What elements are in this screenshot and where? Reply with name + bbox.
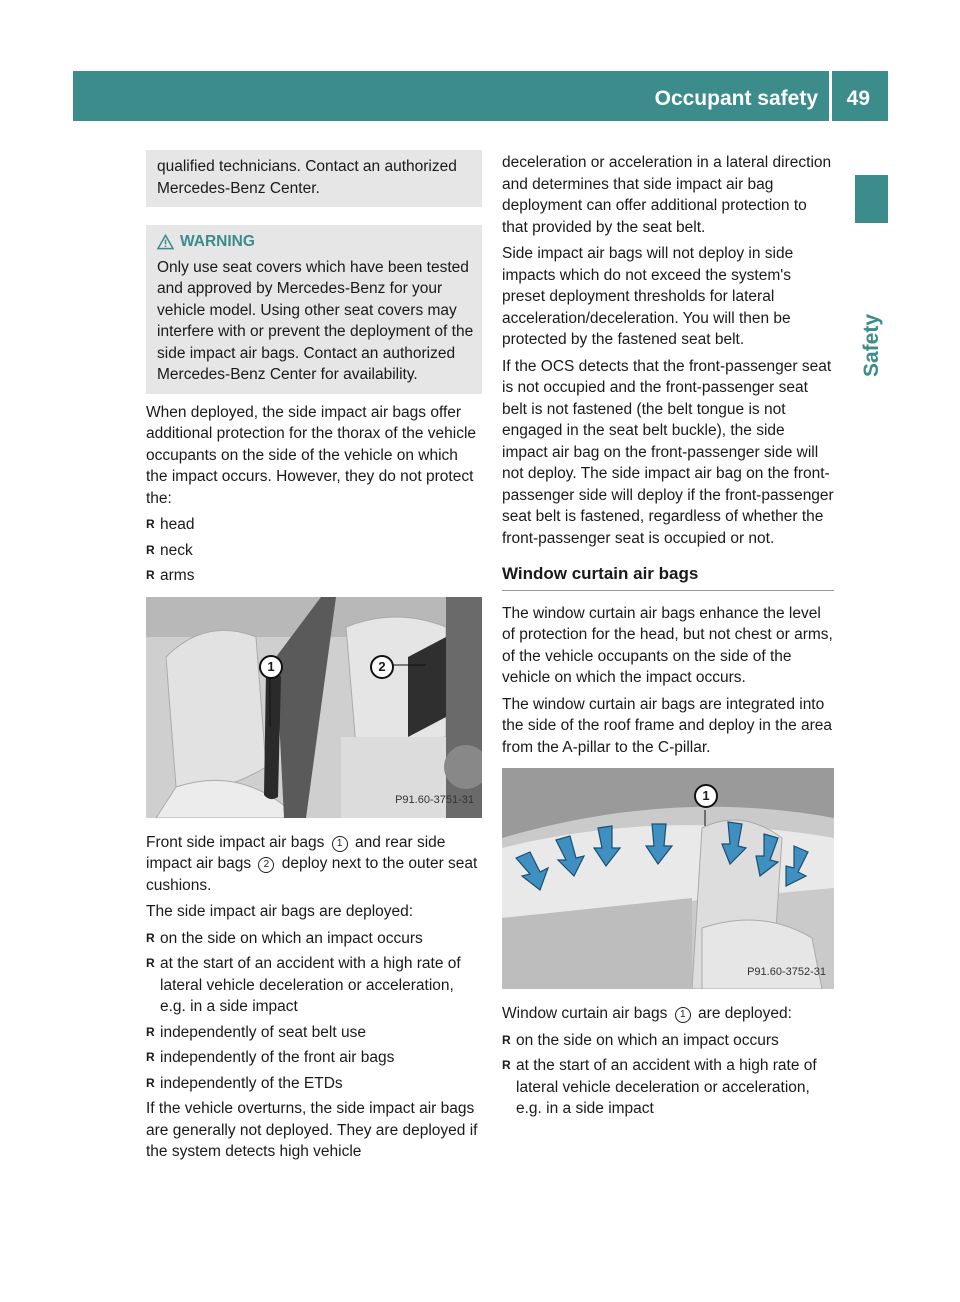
seat-illustration [146, 597, 482, 818]
warning-box [146, 225, 482, 394]
paragraph: The side impact air bags are deployed: [146, 903, 414, 920]
list-item: R at the start of an accident with a high rate of lateral vehicle deceleration or acceleration, e.g. in a side impact [146, 953, 482, 1018]
text-run: Front side impact air bags [146, 833, 325, 851]
paragraph: If the OCS detects that the front-passenger seat is not occupied and the front-passenger seat belt is not fastened (the belt tongue is not engaged in the seat belt buckle), the side impact air bag on the front-passenger side will not deploy. The side impact air bag on the front-passenger side will deploy if the front-passenger seat belt is fastened, regardless of whether the front-passenger seat is occupied or not. [502, 357, 834, 547]
list-item: R on the side on which an impact occurs [502, 1030, 834, 1052]
intro-text: qualified technicians. Contact an authorized Mercedes-Benz Center. [157, 158, 457, 197]
text-run: deploy next to the outer seat cushions. [146, 855, 478, 894]
warning-text: Only use seat covers which have been tested and approved by Mercedes-Benz for your vehicle model. Using other seat covers may interfere with or prevent the deployment of the side impact air bags. Contact an authorized Mercedes-Benz Center for availability. [157, 258, 474, 383]
inline-callout-1: 1 [332, 836, 348, 852]
text-run: and rear side impact air bags [146, 833, 446, 872]
text-run: are deployed: [698, 1005, 792, 1022]
paragraph: The window curtain air bags enhance the level of protection for the head, but not chest or arms, of the vehicle occupants on the side of the vehicle on which the impact occurs. [502, 604, 833, 686]
list-item: R neck [146, 540, 482, 562]
list-item: R independently of seat belt use [146, 1022, 482, 1044]
list-item: R at the start of an accident with a high rate of lateral vehicle deceleration or acceleration, e.g. in a side impact [502, 1055, 834, 1120]
curtain-deployment-list [502, 1030, 834, 1120]
warning-heading [157, 231, 474, 253]
paragraph: When deployed, the side impact air bags offer additional protection for the thorax of the vehicle occupants on the side of the vehicle on which the impact occurs. However, they do not protect the: [146, 403, 477, 507]
list-item: R on the side on which an impact occurs [146, 928, 482, 950]
callout-2: 2 [370, 655, 394, 679]
list-item: R independently of the ETDs [146, 1073, 482, 1095]
cabin-illustration [502, 768, 834, 989]
text-run: Window curtain air bags [502, 1005, 668, 1022]
curtain-airbag-figure [502, 768, 834, 989]
page-number: 49 [846, 87, 870, 110]
side-tab-marker [855, 175, 888, 223]
paragraph: If the vehicle overturns, the side impact air bags are generally not deployed. They are deployed if the system detects high vehicle [146, 1100, 478, 1160]
list-item: R independently of the front air bags [146, 1047, 482, 1069]
deployment-conditions-list [146, 928, 482, 1095]
page-header [73, 71, 888, 121]
right-column [502, 152, 834, 1124]
inline-callout-2: 2 [258, 857, 274, 873]
paragraph: The window curtain air bags are integrated into the side of the roof frame and deploy in the area from the A-pillar to the C-pillar. [502, 695, 833, 756]
list-item: R head [146, 514, 482, 536]
callout-1: 1 [694, 784, 718, 808]
inline-callout-1: 1 [675, 1007, 691, 1023]
side-airbag-figure [146, 597, 482, 818]
left-column [146, 150, 482, 1168]
paragraph: Side impact air bags will not deploy in side impacts which do not exceed the system's preset deployment thresholds for lateral acceleration/deceleration. You will then be protected by the fastened seat belt. [502, 245, 794, 348]
paragraph [502, 1003, 834, 1025]
section-title: Occupant safety [654, 87, 818, 110]
warning-triangle-icon [157, 234, 174, 250]
section-heading: Window curtain air bags [502, 563, 834, 591]
protection-exclusions-list [146, 514, 482, 587]
warning-label: WARNING [180, 233, 255, 250]
side-tab-label: Safety [860, 313, 883, 377]
figure-reference: P91.60-3752-31 [747, 965, 826, 978]
header-divider [829, 71, 832, 121]
list-item: R arms [146, 565, 482, 587]
callout-1: 1 [259, 655, 283, 679]
paragraph: deceleration or acceleration in a lateral direction and determines that side impact air bag deployment can offer additional protection to that provided by the seat belt. [502, 154, 832, 236]
figure-reference: P91.60-3751-31 [395, 794, 474, 806]
intro-box [146, 150, 482, 207]
paragraph [146, 832, 482, 897]
